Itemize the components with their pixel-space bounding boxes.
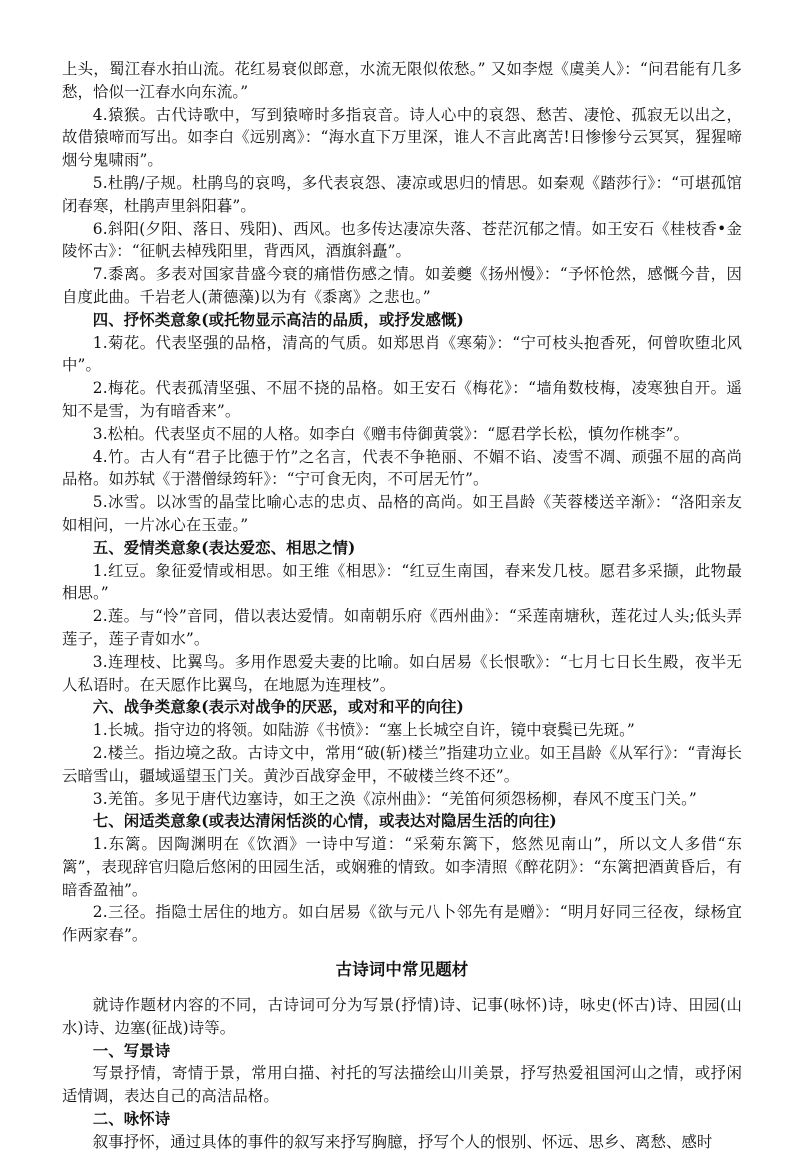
section-heading: 七、闲适类意象(或表达清闲恬淡的心情，或表达对隐居生活的向往) <box>92 812 557 831</box>
paragraph: 1.菊花。代表坚强的品格，清高的气质。如郑思肖《寒菊》：“宁可枝头抱香死，何曾吹堕北风中”。 <box>62 333 742 375</box>
paragraph: 3.羌笛。多见于唐代边塞诗，如王之涣《凉州曲》：“羌笛何须怨杨柳，春风不度玉门关。” <box>92 789 697 808</box>
paragraph: 上头，蜀江春水拍山流。花红易衰似郎意，水流无限似侬愁。” 又如李煜《虞美人》：“问君能有几多愁，恰似一江春水向东流。” <box>62 60 742 101</box>
paragraph: 1.东篱。因陶渊明在《饮酒》一诗中写道：“采菊东篱下，悠然见南山”，所以文人多借“东篱”，表现辞官归隐后悠闲的田园生活，或娴雅的情致。如李清照《醉花阴》：“东篱把酒黄昏后，有暗香盈袖”。 <box>62 835 742 899</box>
paragraph: 5.冰雪。以冰雪的晶莹比喻心志的忠贞、品格的高尚。如王昌龄《芙蓉楼送辛渐》：“洛阳亲友如相问，一片冰心在玉壶。” <box>62 493 742 534</box>
paragraph: 5.杜鹃/子规。杜鹃鸟的哀鸣，多代表哀怨、凄凉或思归的情思。如秦观《踏莎行》：“可堪孤馆闭春寒，杜鹃声里斜阳暮”。 <box>62 173 742 215</box>
paragraph: 2.楼兰。指边境之敌。古诗文中，常用“破(斩)楼兰”指建功立业。如王昌龄《从军行》：“青海长云暗雪山，疆域遥望玉门关。黄沙百战穿金甲，不破楼兰终不还”。 <box>62 743 742 785</box>
section-heading: 六、战争类意象(表示对战争的厌恶，或对和平的向往) <box>92 698 464 717</box>
section-title: 古诗词中常见题材 <box>335 960 469 980</box>
section-heading: 四、抒怀类意象(或托物显示高洁的品质，或抒发感慨) <box>92 310 464 329</box>
paragraph: 2.莲。与“怜”音同，借以表达爱情。如南朝乐府《西州曲》：“采莲南塘秋，莲花过人头;低头弄莲子，莲子青如水”。 <box>62 607 742 648</box>
paragraph: 3.连理枝、比翼鸟。多用作恩爱夫妻的比喻。如白居易《长恨歌》：“七月七日长生殿，夜半无人私语时。在天愿作比翼鸟，在地愿为连理枝”。 <box>62 652 742 694</box>
paragraph: 4.猿猴。古代诗歌中，写到猿啼时多指哀音。诗人心中的哀怨、愁苦、凄怆、孤寂无以出之，故借猿啼而写出。如李白《远别离》：“海水直下万里深，谁人不言此离苦!日惨惨兮云冥冥，猩猩啼烟兮鬼啸雨”。 <box>62 105 742 170</box>
paragraph: 1.红豆。象征爱情或相思。如王维《相思》：“红豆生南国，春来发几枝。愿君多采撷，此物最相思。” <box>62 561 742 603</box>
paragraph: 6.斜阳(夕阳、落日、残阳)、西风。也多传达凄凉失落、苍茫沉郁之情。如王安石《桂枝香•金陵怀古》：“征帆去棹残阳里，背西风，酒旗斜矗”。 <box>62 219 742 261</box>
paragraph: 就诗作题材内容的不同，古诗词可分为写景(抒情)诗、记事(咏怀)诗，咏史(怀古)诗、田园(山水)诗、边塞(征战)诗等。 <box>62 996 743 1037</box>
paragraph: 7.黍离。多表对国家昔盛今衰的痛惜伤感之情。如姜夔《扬州慢》：“予怀怆然，感慨今昔，因自度此曲。千岩老人(萧德藻)以为有《黍离》之悲也。” <box>62 265 742 306</box>
paragraph: 2.梅花。代表孤清坚强、不屈不挠的品格。如王安石《梅花》：“墙角数枝梅，凌寒独自开。遥知不是雪，为有暗香来”。 <box>62 379 742 420</box>
paragraph: 4.竹。古人有“君子比德于竹”之名言，代表不争艳丽、不媚不谄、凌雪不凋、顽强不屈的高尚品格。如苏轼《于潜僧绿筠轩》：“宁可食无肉，不可居无竹”。 <box>62 447 742 489</box>
paragraph: 3.松柏。代表坚贞不屈的人格。如李白《赠韦侍御黄裳》：“愿君学长松，慎勿作桃李”。 <box>92 424 690 443</box>
paragraph: 2.三径。指隐士居住的地方。如白居易《欲与元八卜邻先有是赠》：“明月好同三径夜，绿杨宜作两家春”。 <box>62 903 742 945</box>
section-heading: 二、咏怀诗 <box>92 1110 171 1129</box>
paragraph: 写景抒情，寄情于景，常用白描、衬托的写法描绘山川美景，抒写热爱祖国河山之情，或抒闲适情调，表达自己的高洁品格。 <box>62 1064 742 1106</box>
document-page <box>62 58 742 1154</box>
paragraph: 叙事抒怀，通过具体的事件的叙写来抒写胸臆，抒写个人的恨别、怀远、思乡、离愁、感时 <box>92 1132 713 1151</box>
paragraph: 1.长城。指守边的将领。如陆游《书愤》：“塞上长城空自许，镜中衰鬓已先斑。” <box>92 721 635 740</box>
section-heading: 五、爱情类意象(表达爱恋、相思之情) <box>92 538 356 557</box>
section-heading: 一、写景诗 <box>92 1041 171 1060</box>
